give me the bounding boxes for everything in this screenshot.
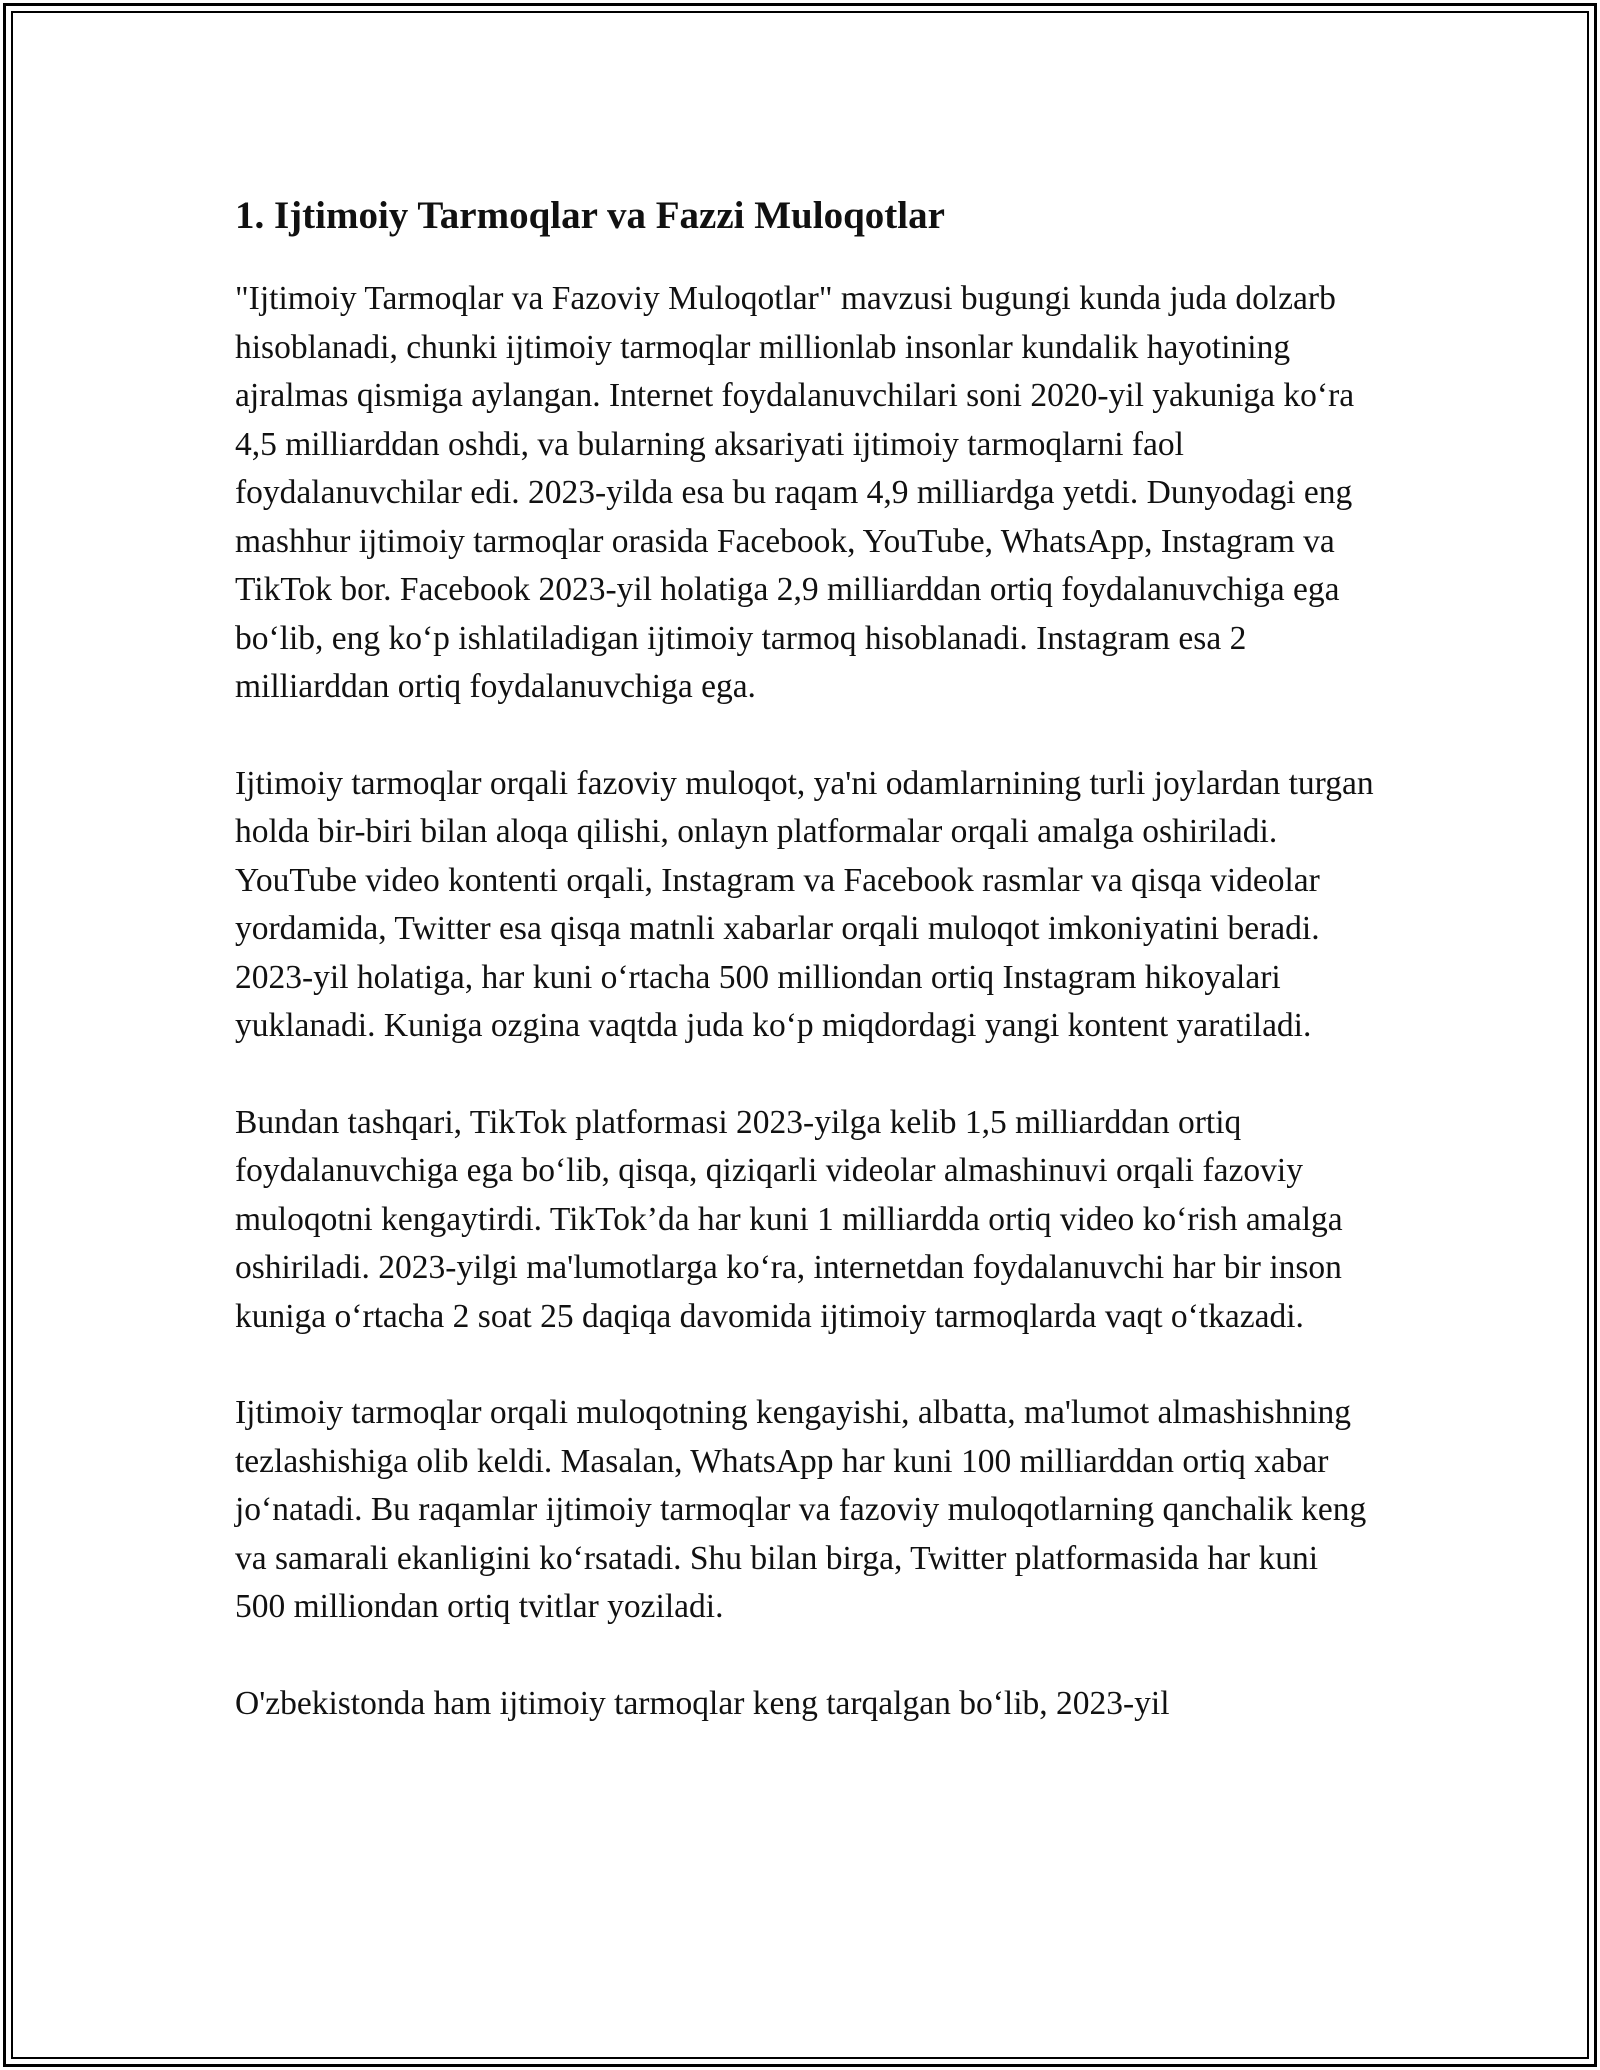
document-body <box>235 185 1375 1776</box>
paragraph-4: Ijtimoiy tarmoqlar orqali muloqotning kengayishi, albatta, ma'lumot almashishning tezlashishiga olib keldi. Masalan, WhatsApp har kuni 100 milliarddan ortiq xabar jo‘natadi. Bu raqamlar ijtimoiy tarmoqlar va fazoviy muloqotlarning qanchalik keng va samarali ekanligini ko‘rsatadi. Shu bilan birga, Twitter platformasida har kuni 500 milliondan ortiq tvitlar yoziladi. <box>235 1394 1367 1625</box>
paragraph-1: "Ijtimoiy Tarmoqlar va Fazoviy Muloqotlar" mavzusi bugungi kunda juda dolzarb hisoblanadi, chunki ijtimoiy tarmoqlar millionlab insonlar kundalik hayotining ajralmas qismiga aylangan. Internet foydalanuvchilari soni 2020-yil yakuniga ko‘ra 4,5 milliarddan oshdi, va bularning aksariyati ijtimoiy tarmoqlarni faol foydalanuvchilar edi. 2023-yilda esa bu raqam 4,9 milliardga yetdi. Dunyodagi eng mashhur ijtimoiy tarmoqlar orasida Facebook, YouTube, WhatsApp, Instagram va TikTok bor. Facebook 2023-yil holatiga 2,9 milliarddan ortiq foydalanuvchiga ega bo‘lib, eng ko‘p ishlatiladigan ijtimoiy tarmoq hisoblanadi. Instagram esa 2 milliarddan ortiq foydalanuvchiga ega. <box>235 280 1355 705</box>
paragraph-2: Ijtimoiy tarmoqlar orqali fazoviy muloqot, ya'ni odamlarnining turli joylardan turgan holda bir-biri bilan aloqa qilishi, onlayn platformalar orqali amalga oshiriladi. YouTube video kontenti orqali, Instagram va Facebook rasmlar va qisqa videolar yordamida, Twitter esa qisqa matnli xabarlar orqali muloqot imkoniyatini beradi. 2023-yil holatiga, har kuni o‘rtacha 500 milliondan ortiq Instagram hikoyalari yuklanadi. Kuniga ozgina vaqtda juda ko‘p miqdordagi yangi kontent yaratiladi. <box>235 764 1374 1044</box>
section-heading: 1. Ijtimoiy Tarmoqlar va Fazzi Muloqotlar <box>235 194 945 237</box>
paragraph-5: O'zbekistonda ham ijtimoiy tarmoqlar keng tarqalgan bo‘lib, 2023-yil <box>235 1684 1170 1722</box>
paragraph-3: Bundan tashqari, TikTok platformasi 2023-yilga kelib 1,5 milliarddan ortiq foydalanuvchiga ega bo‘lib, qisqa, qiziqarli videolar almashinuvi orqali fazoviy muloqotni kengaytirdi. TikTok’da har kuni 1 milliardda ortiq video ko‘rish amalga oshiriladi. 2023-yilgi ma'lumotlarga ko‘ra, internetdan foydalanuvchi har bir inson kuniga o‘rtacha 2 soat 25 daqiqa davomida ijtimoiy tarmoqlarda vaqt o‘tkazadi. <box>235 1103 1343 1335</box>
